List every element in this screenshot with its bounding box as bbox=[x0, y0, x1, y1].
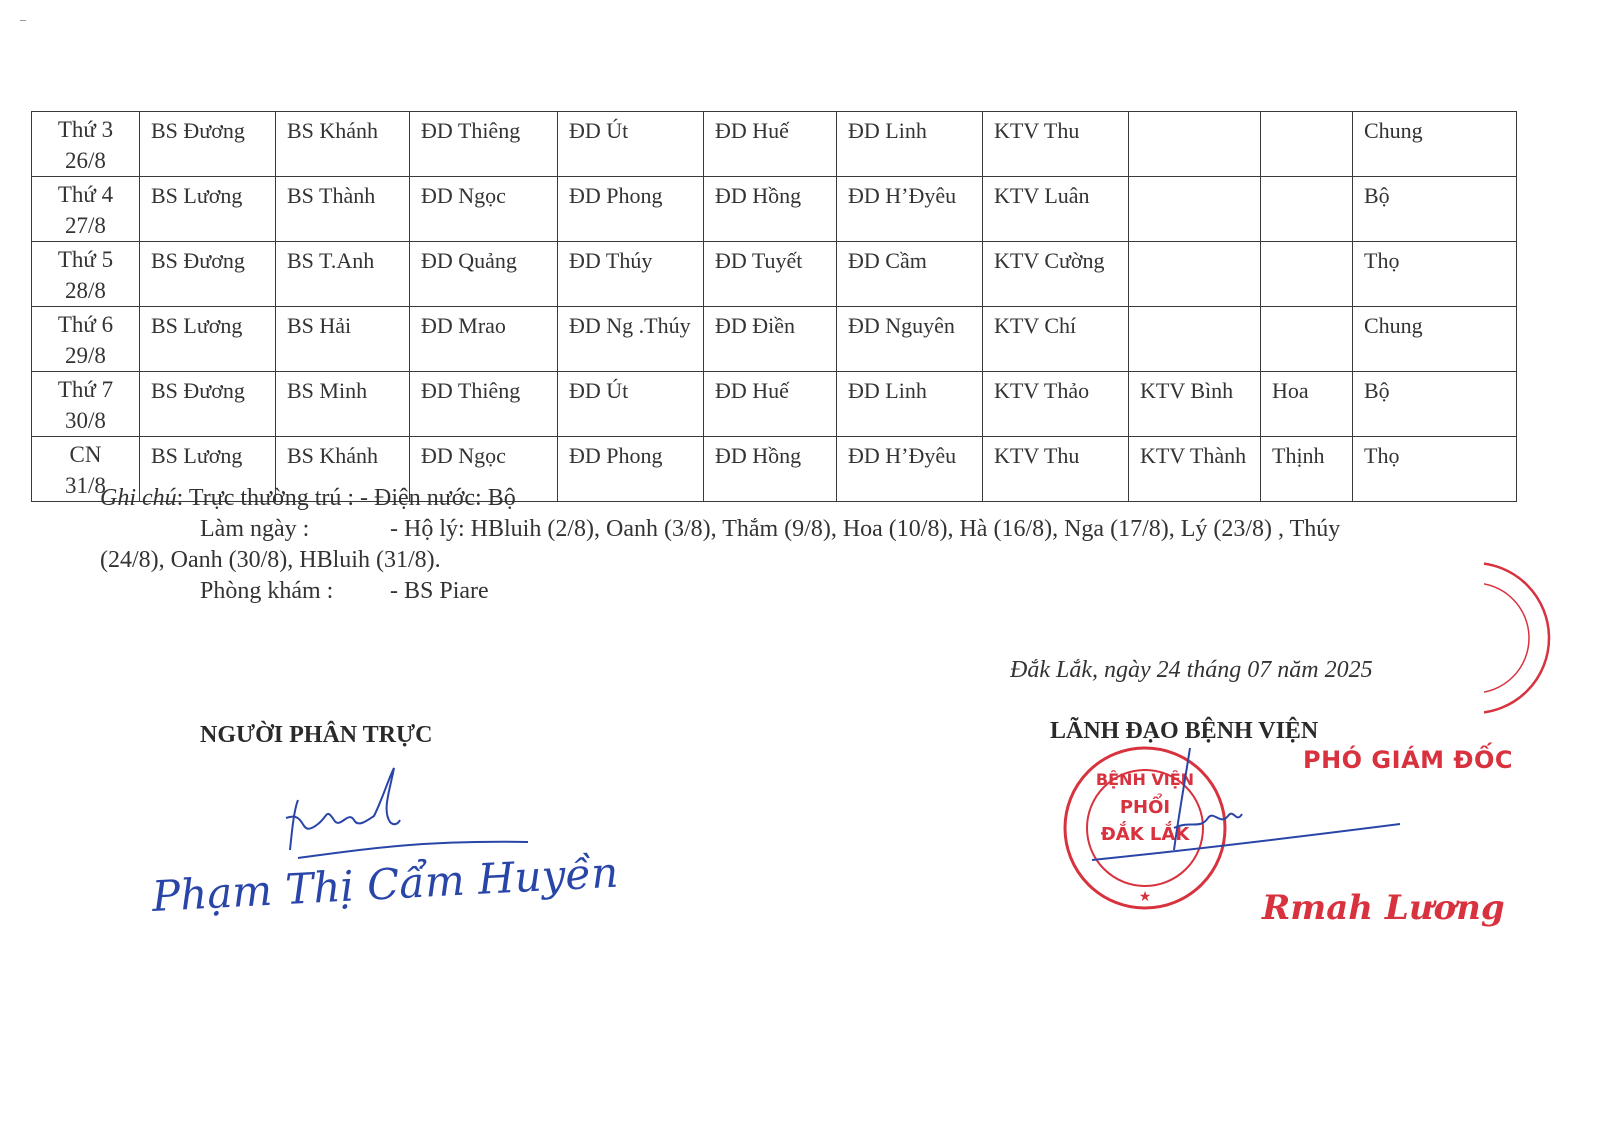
schedule-cell: ĐD Thiêng bbox=[410, 372, 558, 437]
stamp-line-2: PHỔI bbox=[1119, 797, 1171, 818]
schedule-cell bbox=[1261, 177, 1353, 242]
scan-artifact bbox=[20, 20, 26, 21]
stamp-line-1: BỆNH VIỆN bbox=[1095, 770, 1195, 789]
schedule-cell: Bộ bbox=[1353, 372, 1517, 437]
day-cell bbox=[32, 242, 140, 307]
schedule-body bbox=[32, 112, 1517, 502]
schedule-cell: ĐD Linh bbox=[837, 112, 983, 177]
schedule-cell: ĐD Ngọc bbox=[410, 437, 558, 502]
schedule-cell: BS Khánh bbox=[276, 112, 410, 177]
schedule-row bbox=[32, 112, 1517, 177]
schedule-cell: ĐD Nguyên bbox=[837, 307, 983, 372]
schedule-cell: ĐD Huế bbox=[704, 112, 837, 177]
schedule-cell: BS Minh bbox=[276, 372, 410, 437]
schedule-row bbox=[32, 372, 1517, 437]
schedule-cell: BS T.Anh bbox=[276, 242, 410, 307]
schedule-cell: Bộ bbox=[1353, 177, 1517, 242]
schedule-cell: ĐD Hồng bbox=[704, 177, 837, 242]
weekday-label: CN bbox=[69, 442, 102, 467]
notes-workday-continued: (24/8), Oanh (30/8), HBluih (31/8). bbox=[100, 547, 441, 573]
schedule-cell bbox=[1129, 177, 1261, 242]
schedule-cell: KTV Thành bbox=[1129, 437, 1261, 502]
schedule-cell: ĐD Thúy bbox=[558, 242, 704, 307]
duty-schedule-table bbox=[31, 111, 1517, 502]
schedule-cell: Chung bbox=[1353, 112, 1517, 177]
notes-workday-label: Làm ngày : bbox=[200, 516, 310, 542]
schedule-cell bbox=[1261, 112, 1353, 177]
schedule-cell: ĐD Tuyết bbox=[704, 242, 837, 307]
notes-line-4 bbox=[100, 576, 1500, 607]
schedule-cell: ĐD Phong bbox=[558, 177, 704, 242]
schedule-cell: KTV Cường bbox=[983, 242, 1129, 307]
schedule-cell: KTV Thảo bbox=[983, 372, 1129, 437]
notes-label: Ghi chú bbox=[100, 485, 177, 511]
schedule-cell: ĐD H’Đyêu bbox=[837, 437, 983, 502]
schedule-cell: KTV Chí bbox=[983, 307, 1129, 372]
schedule-cell: KTV Thu bbox=[983, 112, 1129, 177]
day-cell bbox=[32, 112, 140, 177]
weekday-label: Thứ 6 bbox=[57, 312, 114, 337]
schedule-cell bbox=[1261, 307, 1353, 372]
schedule-cell: KTV Thu bbox=[983, 437, 1129, 502]
partial-stamp-edge bbox=[1484, 553, 1574, 723]
schedule-cell: ĐD Huế bbox=[704, 372, 837, 437]
schedule-cell: ĐD Linh bbox=[837, 372, 983, 437]
scheduler-title: NGƯỜI PHÂN TRỰC bbox=[200, 722, 433, 748]
schedule-cell: Thọ bbox=[1353, 242, 1517, 307]
schedule-cell bbox=[1261, 242, 1353, 307]
date-label: 27/8 bbox=[65, 213, 106, 238]
weekday-label: Thứ 3 bbox=[57, 117, 114, 142]
stamp-star-icon: ★ bbox=[1138, 890, 1152, 905]
schedule-cell: ĐD Ngọc bbox=[410, 177, 558, 242]
schedule-cell: BS Hải bbox=[276, 307, 410, 372]
day-cell bbox=[32, 177, 140, 242]
schedule-cell: Thịnh bbox=[1261, 437, 1353, 502]
schedule-cell: ĐD Ng .Thúy bbox=[558, 307, 704, 372]
schedule-cell: ĐD Phong bbox=[558, 437, 704, 502]
schedule-cell: ĐD H’Đyêu bbox=[837, 177, 983, 242]
notes-line-1 bbox=[100, 483, 1500, 514]
schedule-row bbox=[32, 242, 1517, 307]
schedule-cell: BS Đương bbox=[140, 242, 276, 307]
schedule-cell: BS Lương bbox=[140, 177, 276, 242]
date-label: 30/8 bbox=[65, 408, 106, 433]
notes-clinic-text: - BS Piare bbox=[390, 578, 489, 604]
notes-resident-duty: : Trực thường trú : - Điện nước: Bộ bbox=[176, 485, 516, 511]
schedule-cell: BS Lương bbox=[140, 437, 276, 502]
date-label: 28/8 bbox=[65, 278, 106, 303]
schedule-cell: ĐD Út bbox=[558, 112, 704, 177]
schedule-cell: ĐD Cầm bbox=[837, 242, 983, 307]
schedule-cell: BS Khánh bbox=[276, 437, 410, 502]
notes-line-2 bbox=[100, 514, 1500, 545]
schedule-cell bbox=[1129, 112, 1261, 177]
stamp-line-3: ĐẮK LẮK bbox=[1100, 824, 1190, 845]
hospital-leadership-title: LÃNH ĐẠO BỆNH VIỆN bbox=[1050, 718, 1319, 744]
deputy-director-name: Rmah Lương bbox=[1262, 888, 1505, 928]
schedule-row bbox=[32, 307, 1517, 372]
schedule-row bbox=[32, 177, 1517, 242]
weekday-label: Thứ 4 bbox=[57, 182, 114, 207]
schedule-cell: KTV Luân bbox=[983, 177, 1129, 242]
weekday-label: Thứ 5 bbox=[57, 247, 114, 272]
schedule-cell: Thọ bbox=[1353, 437, 1517, 502]
schedule-cell: ĐD Hồng bbox=[704, 437, 837, 502]
schedule-cell: BS Lương bbox=[140, 307, 276, 372]
day-cell bbox=[32, 372, 140, 437]
date-label: 29/8 bbox=[65, 343, 106, 368]
weekday-label: Thứ 7 bbox=[57, 377, 114, 402]
schedule-cell bbox=[1129, 242, 1261, 307]
date-label: 26/8 bbox=[65, 148, 106, 173]
scheduler-handwritten-name: Phạm Thị Cẩm Huyền bbox=[150, 847, 620, 921]
schedule-cell: BS Thành bbox=[276, 177, 410, 242]
schedule-cell: ĐD Quảng bbox=[410, 242, 558, 307]
schedule-cell: ĐD Út bbox=[558, 372, 704, 437]
day-cell bbox=[32, 307, 140, 372]
notes-line-3 bbox=[100, 545, 1500, 576]
schedule-cell bbox=[1129, 307, 1261, 372]
schedule-cell: BS Đương bbox=[140, 372, 276, 437]
schedule-cell: Hoa bbox=[1261, 372, 1353, 437]
notes-clinic-label: Phòng khám : bbox=[200, 578, 334, 604]
schedule-cell: ĐD Mrao bbox=[410, 307, 558, 372]
schedule-cell: KTV Bình bbox=[1129, 372, 1261, 437]
notes-section bbox=[100, 483, 1500, 607]
schedule-cell: ĐD Điền bbox=[704, 307, 837, 372]
schedule-cell: Chung bbox=[1353, 307, 1517, 372]
deputy-director-title: PHÓ GIÁM ĐỐC bbox=[1303, 746, 1513, 774]
notes-workday-text: - Hộ lý: HBluih (2/8), Oanh (3/8), Thắm (9/8), Hoa (10/8), Hà (16/8), Nga (17/8), Lý (23/8) , Thúy bbox=[390, 516, 1341, 542]
schedule-cell: ĐD Thiêng bbox=[410, 112, 558, 177]
schedule-cell: BS Đương bbox=[140, 112, 276, 177]
date-label: 31/8 bbox=[65, 473, 106, 498]
place-date: Đắk Lắk, ngày 24 tháng 07 năm 2025 bbox=[1010, 657, 1373, 683]
